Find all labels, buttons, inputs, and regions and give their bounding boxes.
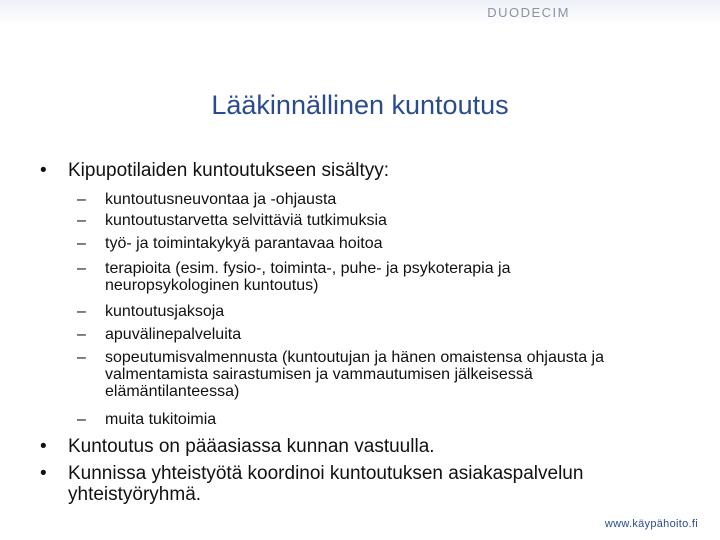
- duodecim-logo: DUODECIM: [487, 5, 570, 20]
- dash-marker: –: [77, 212, 86, 229]
- bullet-marker: •: [40, 160, 47, 181]
- dash-marker: –: [77, 303, 86, 320]
- dash-marker: –: [77, 260, 86, 277]
- dash-marker: –: [77, 235, 86, 252]
- kaypahoito-url: www.käypähoito.fi: [604, 518, 698, 530]
- bullet-text: Kuntoutus on pääasiassa kunnan vastuulla.: [68, 436, 435, 457]
- sub-item-text: sopeutumisvalmennusta (kuntoutujan ja hänen omaistensa ohjausta ja valmentamista sairastumisen ja vammautumisen jälkeisessä elämäntilanteessa): [105, 349, 604, 400]
- bullet-item: [40, 160, 680, 181]
- sub-list-item: [77, 349, 637, 400]
- sub-list-item: [77, 212, 637, 229]
- sub-list-item: [77, 235, 637, 252]
- bullet-item: [40, 436, 680, 457]
- dash-marker: –: [77, 349, 86, 366]
- sub-list-item: [77, 326, 637, 343]
- sub-item-text: työ- ja toimintakykyä parantavaa hoitoa: [105, 235, 383, 252]
- sub-item-text: apuvälinepalveluita: [105, 326, 242, 343]
- dash-marker: –: [77, 326, 86, 343]
- sub-item-text: kuntoutustarvetta selvittäviä tutkimuksia: [105, 212, 387, 229]
- bullet-marker: •: [40, 463, 47, 484]
- sub-item-text: kuntoutusjaksoja: [105, 303, 225, 320]
- sub-list-item: [77, 191, 637, 208]
- sub-list-item: [77, 260, 622, 294]
- bullet-text: Kunnissa yhteistyötä koordinoi kuntoutuksen asiakaspalvelun yhteistyöryhmä.: [68, 463, 584, 505]
- sub-item-text: terapioita (esim. fysio-, toiminta-, puhe- ja psykoterapia ja neuropsykologinen kuntoutus): [105, 260, 511, 294]
- bullet-marker: •: [40, 436, 47, 457]
- bullet-item: [40, 463, 680, 505]
- sub-item-text: kuntoutusneuvontaa ja -ohjausta: [105, 191, 337, 208]
- slide-title: Lääkinnällinen kuntoutus: [211, 90, 509, 120]
- sub-item-text: muita tukitoimia: [105, 411, 217, 428]
- sub-list-item: [77, 411, 637, 428]
- sub-list-item: [77, 303, 637, 320]
- dash-marker: –: [77, 411, 86, 428]
- dash-marker: –: [77, 191, 86, 208]
- bullet-text: Kipupotilaiden kuntoutukseen sisältyy:: [68, 160, 390, 181]
